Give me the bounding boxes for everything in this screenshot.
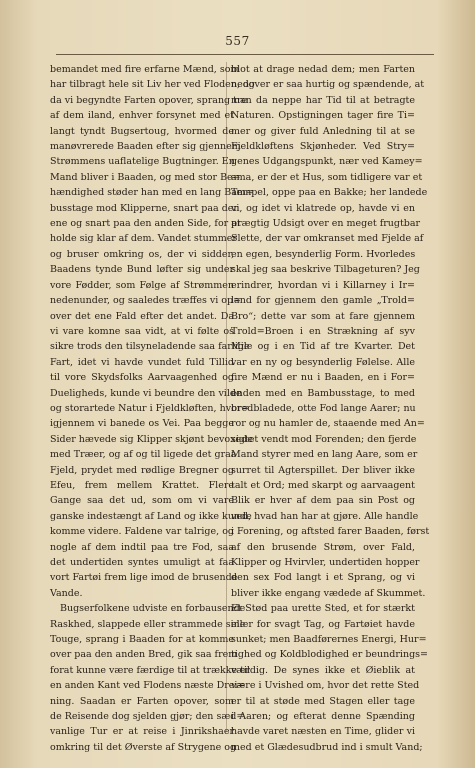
- text-line: over paa den anden Bred, gik saa frem: [50, 649, 238, 661]
- text-line: nedover er saa hurtig og spændende, at: [231, 79, 425, 91]
- text-line: og bruser omkring os, der vi sidder,: [50, 248, 234, 260]
- text-line: sigtet vendt mod Forenden; den fjerde: [231, 433, 417, 445]
- text-line: vort Fartøi frem lige imod de brusende: [50, 572, 238, 584]
- text-line: blot at drage nedad dem; men Farten: [231, 64, 415, 75]
- text-line: Klipper og Hvirvler, undertiden hopper: [231, 557, 420, 568]
- text-line: Vande.: [50, 587, 83, 599]
- text-line: og storartede Natur i Fjeldkløften, hvor=: [50, 402, 250, 414]
- text-line: har tilbragt hele sit Liv her ved Floden, og: [50, 79, 255, 91]
- text-line: nedenunder, og saaledes træffes vi op=: [50, 295, 242, 307]
- text-line: Et Stød paa urette Sted, et for stærkt: [231, 603, 415, 615]
- text-line: mer og giver fuld Anledning til at se: [231, 125, 415, 137]
- text-line: langt tyndt Bugsertoug, hvormed de: [50, 125, 234, 137]
- text-line: den sex Fod langt i et Sprang, og vi: [231, 572, 415, 584]
- left-text-column: [50, 62, 255, 755]
- text-line: Efeu, frem mellem Krattet. Flere: [50, 479, 234, 491]
- text-line: busstage mod Klipperne, snart paa den: [50, 202, 240, 214]
- text-line: komme videre. Faldene var talrige, og: [50, 526, 234, 538]
- text-line: af dem iland, enhver forsynet med et: [50, 110, 234, 122]
- text-line: Strømmens uaflatelige Bugtninger. En: [50, 156, 235, 168]
- text-line: Bro“; dette var som at fare gjennem: [231, 310, 415, 322]
- text-line: ning. Saadan er Farten opover, som: [50, 695, 234, 707]
- text-line: være i Uvished om, hvor det rette Sted: [231, 680, 420, 692]
- text-line: Sider hævede sig Klipper skjønt bevoxede: [50, 433, 253, 445]
- text-line: genes Udgangspunkt, nær ved Kamey=: [231, 156, 423, 168]
- text-line: eller for svagt Tag, og Fartøiet havde: [231, 618, 415, 630]
- text-line: ene og snart paa den anden Side, for at: [50, 218, 241, 230]
- text-line: sunket; men Baadførernes Energi, Hur=: [231, 634, 427, 646]
- text-line: ror og nu hamler de, staaende med An=: [231, 418, 425, 430]
- text-line: Mand bliver i Baaden, og med stor Be=: [50, 171, 241, 183]
- text-line: en anden Kant ved Flodens næste Drei=: [50, 680, 246, 692]
- text-line: Dueligheds, kunde vi beundre den vilde: [50, 387, 242, 399]
- column-divider: [226, 62, 227, 732]
- text-line: Naturen. Opstigningen tager fire Ti=: [231, 110, 415, 122]
- text-line: var en ny og besynderlig Følelse. Alle: [231, 356, 415, 368]
- text-line: bemandet med fire erfarne Mænd, som: [50, 64, 240, 75]
- text-line: det undertiden syntes umuligt at faa: [50, 557, 234, 568]
- text-line: land for gjennem den gamle „Trold=: [231, 295, 415, 307]
- text-line: Touge, sprang i Baaden for at komme: [50, 634, 234, 646]
- text-line: fire Mænd er nu i Baaden, en i For=: [231, 372, 415, 384]
- text-line: er til at støde med Stagen eller tage: [231, 695, 415, 707]
- text-line: da vi begyndte Farten opover, sprang tre: [50, 94, 248, 106]
- text-line: bliver ikke engang vædede af Skummet.: [231, 587, 426, 599]
- text-line: Bugserfolkene udviste en forbausende: [60, 603, 246, 615]
- text-line: Trold=Broen i en Strækning af syv: [231, 325, 415, 337]
- text-line: enden med en Bambusstage, to med: [231, 387, 415, 399]
- text-line: Mand styrer med en lang Aare, som er: [231, 449, 418, 461]
- header-rule: [56, 54, 434, 55]
- text-line: man da neppe har Tid til at betragte: [231, 94, 415, 106]
- text-line: vore Fødder, som Følge af Strømmen: [50, 279, 234, 291]
- text-line: skal jeg saa beskrive Tilbageturen? Jeg: [231, 264, 420, 276]
- text-line: vi vare komne saa vidt, at vi følte os: [50, 325, 234, 337]
- text-line: i Forening, og aftsted farer Baaden, først: [231, 526, 430, 538]
- text-line: talt et Ord; med skarpt og aarvaagent: [231, 479, 415, 491]
- text-line: af den brusende Strøm, over Fald,: [231, 541, 415, 553]
- page-number: 557: [225, 34, 250, 48]
- text-line: ganske indestængt af Land og ikke kunde: [50, 510, 252, 522]
- text-line: havde varet næsten en Time, glider vi: [231, 726, 415, 738]
- text-line: omkring til det Øverste af Strygene og: [50, 741, 237, 753]
- text-line: Gange saa det ud, som om vi vare: [50, 495, 234, 507]
- text-line: surret til Agterspillet. Der bliver ikke: [231, 464, 415, 476]
- text-line: ved, hvad han har at gjøre. Alle handle: [231, 510, 419, 522]
- text-line: nogle af dem indtil paa tre Fod, saa: [50, 541, 234, 553]
- text-line: Mile og i en Tid af tre Kvarter. Det: [231, 341, 415, 353]
- text-line: holde sig klar af dem. Vandet stummer: [50, 233, 237, 245]
- text-line: over det ene Fald efter det andet. Da: [50, 310, 234, 322]
- text-line: Fart, idet vi havde vundet fuld Tillid: [50, 356, 234, 368]
- text-line: bredbladede, otte Fod lange Aarer; nu: [231, 402, 416, 414]
- text-line: en egen, besynderlig Form. Hvorledes: [231, 248, 416, 260]
- text-line: til vore Skydsfolks Aarvaagenhed og: [50, 372, 234, 384]
- right-text-column: [231, 62, 430, 755]
- text-line: Fjeld, prydet med rødlige Bregner og: [50, 464, 234, 476]
- text-line: ama, er der et Hus, som tidligere var et: [231, 171, 423, 183]
- text-line: manøvrerede Baaden efter sig gjennem: [50, 141, 241, 153]
- text-line: i Aaren; og efterat denne Spænding: [231, 711, 415, 723]
- text-line: Fjeldkløftens Skjønheder. Ved Stry=: [231, 141, 415, 153]
- text-line: Slette, der var omkranset med Fjelde af: [231, 233, 424, 245]
- text-line: Raskhed, slappede eller strammede sine: [50, 618, 246, 630]
- text-line: Tempel, oppe paa en Bakke; her landede: [231, 187, 428, 199]
- text-line: med et Glædesudbrud ind i smult Vand;: [231, 741, 423, 753]
- text-line: hændighed støder han med en lang Bam=: [50, 187, 254, 199]
- text-line: med Træer, og af og til ligede det graa: [50, 449, 237, 461]
- text-line: erindrer, hvordan vi i Killarney i Ir=: [231, 279, 415, 291]
- text-line: vanlige Tur er at reise i Jinrikshaer: [50, 726, 234, 738]
- text-line: sikre trods den tilsyneladende saa farlige: [50, 341, 250, 353]
- text-line: forat kunne være færdige til at trække til: [50, 664, 251, 676]
- text-line: Blik er hver af dem paa sin Post og: [231, 495, 415, 507]
- text-line: de Reisende dog sjelden gjør; den sæd=: [50, 711, 245, 723]
- text-line: tighed og Koldblodighed er beundrings=: [231, 649, 428, 661]
- text-line: værdig. De synes ikke et Øieblik at: [231, 664, 415, 676]
- text-line: Baadens tynde Bund løfter sig under: [50, 264, 234, 276]
- text-line: prægtig Udsigt over en meget frugtbar: [231, 218, 421, 230]
- text-line: igjennem vi banede os Vei. Paa begge: [50, 418, 234, 430]
- text-line: vi, og idet vi klatrede op, havde vi en: [231, 202, 415, 214]
